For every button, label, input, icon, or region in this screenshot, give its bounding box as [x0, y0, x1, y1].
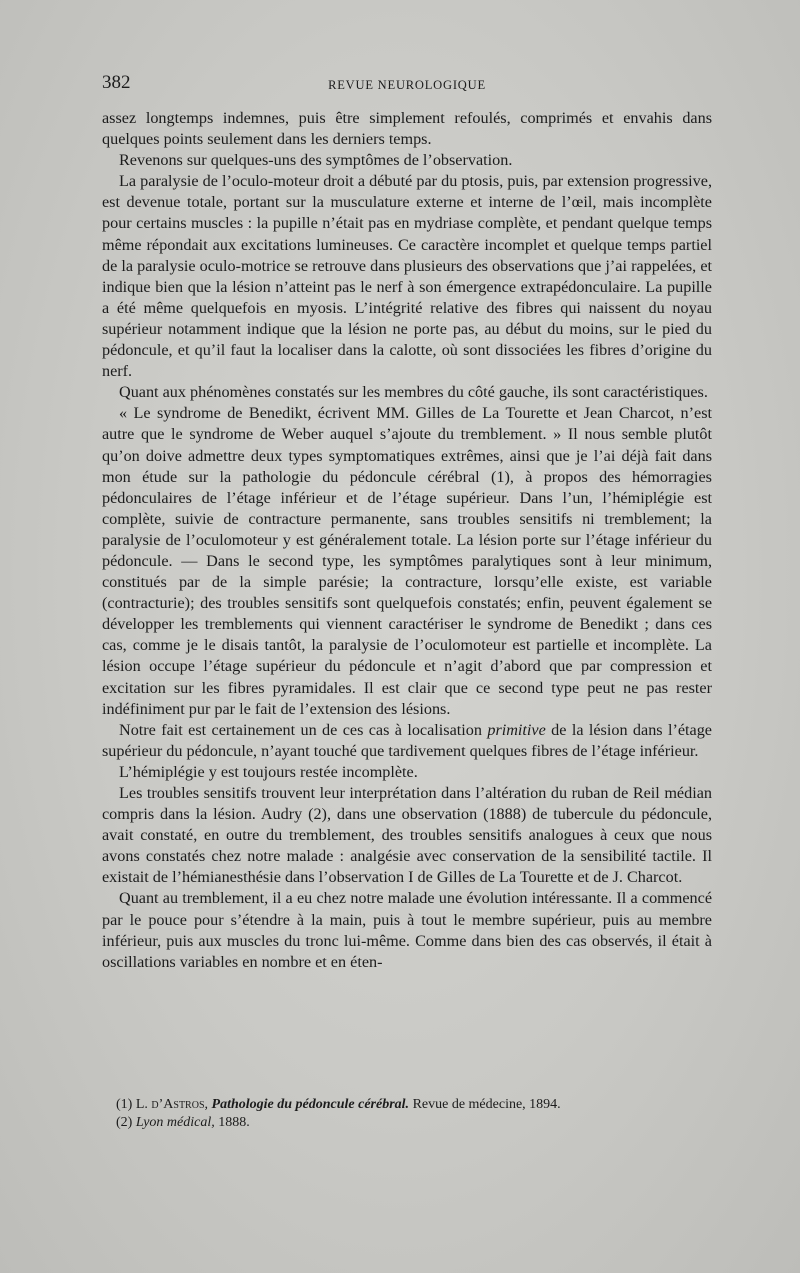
paragraph: Quant aux phénomènes constatés sur les membres du côté gauche, ils sont caractéristiques.	[119, 383, 708, 402]
footnote-1	[116, 1096, 716, 1114]
footnote-mark: (2)	[116, 1115, 136, 1130]
paragraph: La paralysie de l’oculo-moteur droit a débuté par du ptosis, puis, par extension progressive, est devenue totale, portant sur la musculature externe et interne de l’œil, mais incomplète pour certains muscles : la pupille n’était pas en mydriase complète, et pendant quelque temps même répondait aux excitations lumineuses. Ce caractère incomplet et quelque temps partiel de la paralysie oculo-motrice se retrouve dans plusieurs des observations que j’ai rappelées, et indique bien que la lésion n’atteint pas le nerf à son émergence extrapédonculaire. La pupille a été même quelquefois en myosis. L’intégrité relative des fibres qui naissent du noyau supérieur notamment indique que la lésion ne porte pas, au début du moins, sur le pied du pédoncule, et qu’il faut la localiser dans la calotte, où sont dissociées les fibres d’origine du nerf.	[102, 172, 712, 381]
footnote-source: 1888.	[214, 1115, 250, 1130]
footnotes	[116, 1096, 716, 1132]
body-text	[102, 108, 712, 973]
footnote-source: Revue de médecine, 1894.	[409, 1097, 561, 1112]
footnote-mark: (1) L.	[116, 1097, 152, 1112]
paragraph: Quant au tremblement, il a eu chez notre malade une évolution intéressante. Il a commencé par le pouce pour s’étendre à la main, puis à tout le membre supérieur, puis au membre inférieur, puis aux muscles du tronc lui-même. Comme dans bien des cas observés, il était à oscillations variables en nombre et en éten-	[102, 889, 712, 971]
paragraph	[102, 720, 712, 762]
paragraph: « Le syndrome de Benedikt, écrivent MM. Gilles de La Tourette et Jean Charcot, n’est autre que le syndrome de Weber auquel s’ajoute du tremblement. » Il nous semble plutôt qu’on doive admettre deux types symptomatiques extrêmes, ainsi que je l’ai déjà fait dans mon étude sur la pathologie du pédoncule cérébral (1), à propos des hémorragies pédonculaires de l’étage inférieur et de l’étage supérieur. Dans l’un, l’hémiplégie est complète, suivie de contracture permanente, sans troubles sensitifs ni tremblement; la paralysie de l’oculomoteur y est généralement totale. La lésion porte sur l’étage inférieur du pédoncule. — Dans le second type, les symptômes paralytiques sont à leur minimum, constitués par de la simple parésie; la contracture, lorsqu’elle existe, est variable (contracturie); des troubles sensitifs sont quelquefois constatés; enfin, peuvent également se développer les tremblements qui viennent caractériser le syndrome de Benedikt ; dans ces cas, comme je le disais tantôt, la paralysie de l’oculomoteur est partielle et incomplète. La lésion occupe l’étage supérieur du pédoncule et n’agit d’abord que par compression et excitation sur les fibres pyramidales. Il est clair que ce second type peut ne pas rester indéfiniment pur par le fait de l’extension des lésions.	[102, 404, 712, 718]
footnote-title: Lyon médical,	[135, 1115, 215, 1130]
footnote-2	[116, 1114, 716, 1132]
running-head: REVUE NEUROLOGIQUE	[328, 78, 486, 92]
page-header	[102, 72, 712, 102]
paragraph: Revenons sur quelques-uns des symptômes de l’observation.	[119, 151, 513, 170]
paragraph: Les troubles sensitifs trouvent leur interprétation dans l’altération du ruban de Reil médian compris dans la lésion. Audry (2), dans une observation (1888) de tubercule du pédoncule, avait constaté, en outre du tremblement, des troubles sensitifs analogues à ceux que nous avons constatés chez notre malade : analgésie avec conservation de la sensibilité tactile. Il existait de l’hémianesthésie dans l’observation I de Gilles de La Tourette et de J. Charcot.	[102, 784, 712, 887]
footnote-author: d’Astros,	[151, 1097, 209, 1112]
paragraph-text: Notre fait est certainement un de ces cas à localisation	[119, 720, 488, 739]
footnote-title: Pathologie du pédoncule cérébral.	[211, 1097, 410, 1112]
page-number: 382	[102, 72, 131, 93]
paragraph: assez longtemps indemnes, puis être simplement refoulés, comprimés et envahis dans quelques points seulement dans les derniers temps.	[102, 109, 712, 149]
paragraph-text: de la lésion dans l’étage supérieur du pédoncule, n’ayant touché que tardivement quelques fibres de l’étage inférieur.	[102, 720, 712, 760]
paragraph: L’hémiplégie y est toujours restée incomplète.	[119, 762, 418, 781]
emphasis-primitive: primitive	[487, 720, 546, 739]
